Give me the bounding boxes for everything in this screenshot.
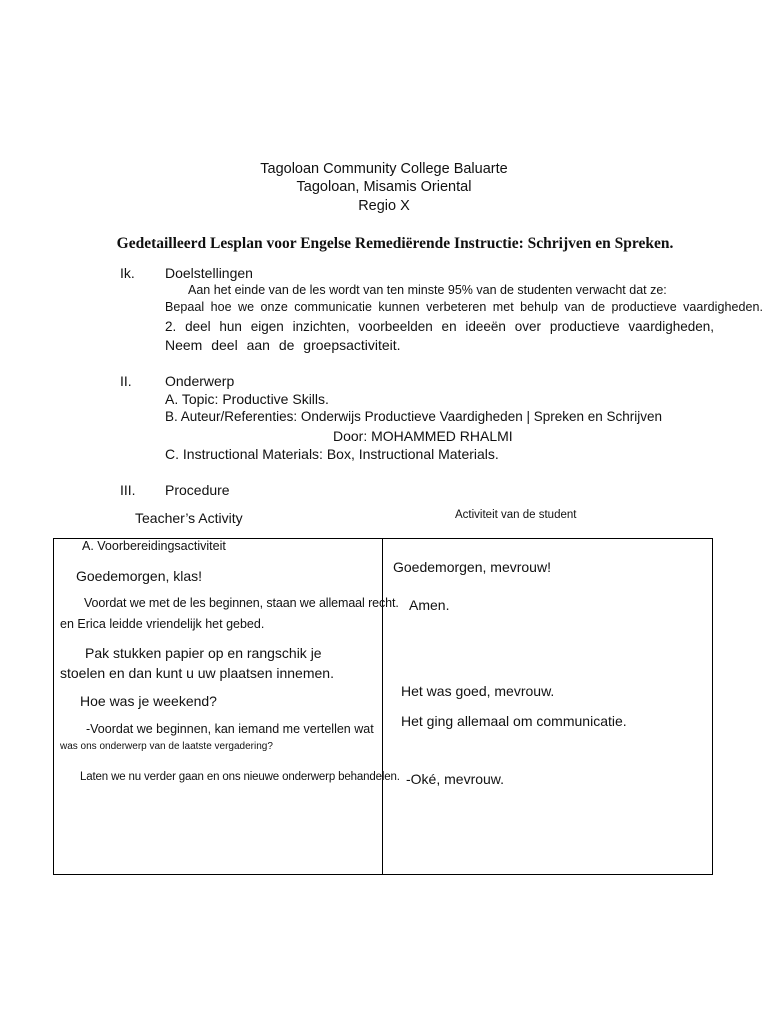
section2-heading: Onderwerp xyxy=(165,373,235,389)
teacher-line-prayer-2: en Erica leidde vriendelijk het gebed. xyxy=(60,617,265,631)
objective-2: 2. deel hun eigen inzichten, voorbeelden en ideeën over productieve vaardigheden, xyxy=(165,319,714,334)
section3-numeral: III. xyxy=(120,482,136,498)
teacher-line-prayer-1: Voordat we met de les beginnen, staan we allemaal recht. xyxy=(84,596,399,610)
teacher-activity-header: Teacher’s Activity xyxy=(135,510,243,526)
author-line: B. Auteur/Referenties: Onderwijs Productieve Vaardigheden | Spreken en Schrijven xyxy=(165,409,663,424)
topic-line: A. Topic: Productive Skills. xyxy=(165,391,329,407)
section1-heading: Doelstellingen xyxy=(165,265,253,281)
objective-1: Bepaal hoe we onze communicatie kunnen verbeteren met behulp van de productieve vaardigheden. xyxy=(165,300,763,314)
teacher-line-greeting: Goedemorgen, klas! xyxy=(76,568,203,584)
student-line-weekend: Het was goed, mevrouw. xyxy=(401,683,555,699)
section1-numeral: Ik. xyxy=(120,265,135,281)
teacher-line-weekend: Hoe was je weekend? xyxy=(80,693,217,709)
section3-heading: Procedure xyxy=(165,482,230,498)
student-line-greeting: Goedemorgen, mevrouw! xyxy=(393,559,551,575)
student-line-amen: Amen. xyxy=(409,597,450,613)
school-region: Regio X xyxy=(358,198,410,214)
teacher-line-arrange-2: stoelen en dan kunt u uw plaatsen innemen. xyxy=(60,665,334,681)
teacher-line-arrange-1: Pak stukken papier op en rangschik je xyxy=(85,645,322,661)
teacher-line-new-topic: Laten we nu verder gaan en ons nieuwe onderwerp behandelen. xyxy=(80,771,400,783)
page-title: Gedetailleerd Lesplan voor Engelse Remediërende Instructie: Schrijven en Spreken. xyxy=(116,235,674,252)
table-column-divider xyxy=(382,538,383,875)
school-name: Tagoloan Community College Baluarte xyxy=(260,161,508,177)
teacher-line-topic-1: -Voordat we beginnen, kan iemand me vertellen wat xyxy=(86,722,374,736)
student-activity-header: Activiteit van de student xyxy=(455,509,577,521)
student-line-topic: Het ging allemaal om communicatie. xyxy=(401,713,627,729)
author-name: Door: MOHAMMED RHALMI xyxy=(333,428,513,444)
student-line-okay: -Oké, mevrouw. xyxy=(406,771,505,787)
objectives-intro: Aan het einde van de les wordt van ten minste 95% van de studenten verwacht dat ze: xyxy=(188,283,667,297)
teacher-line-topic-2: was ons onderwerp van de laatste vergadering? xyxy=(60,741,273,752)
preparation-heading: A. Voorbereidingsactiviteit xyxy=(82,539,226,553)
school-location: Tagoloan, Misamis Oriental xyxy=(296,179,472,195)
objective-3: Neem deel aan de groepsactiviteit. xyxy=(165,337,401,353)
materials-line: C. Instructional Materials: Box, Instructional Materials. xyxy=(165,446,499,462)
section2-numeral: II. xyxy=(120,373,132,389)
